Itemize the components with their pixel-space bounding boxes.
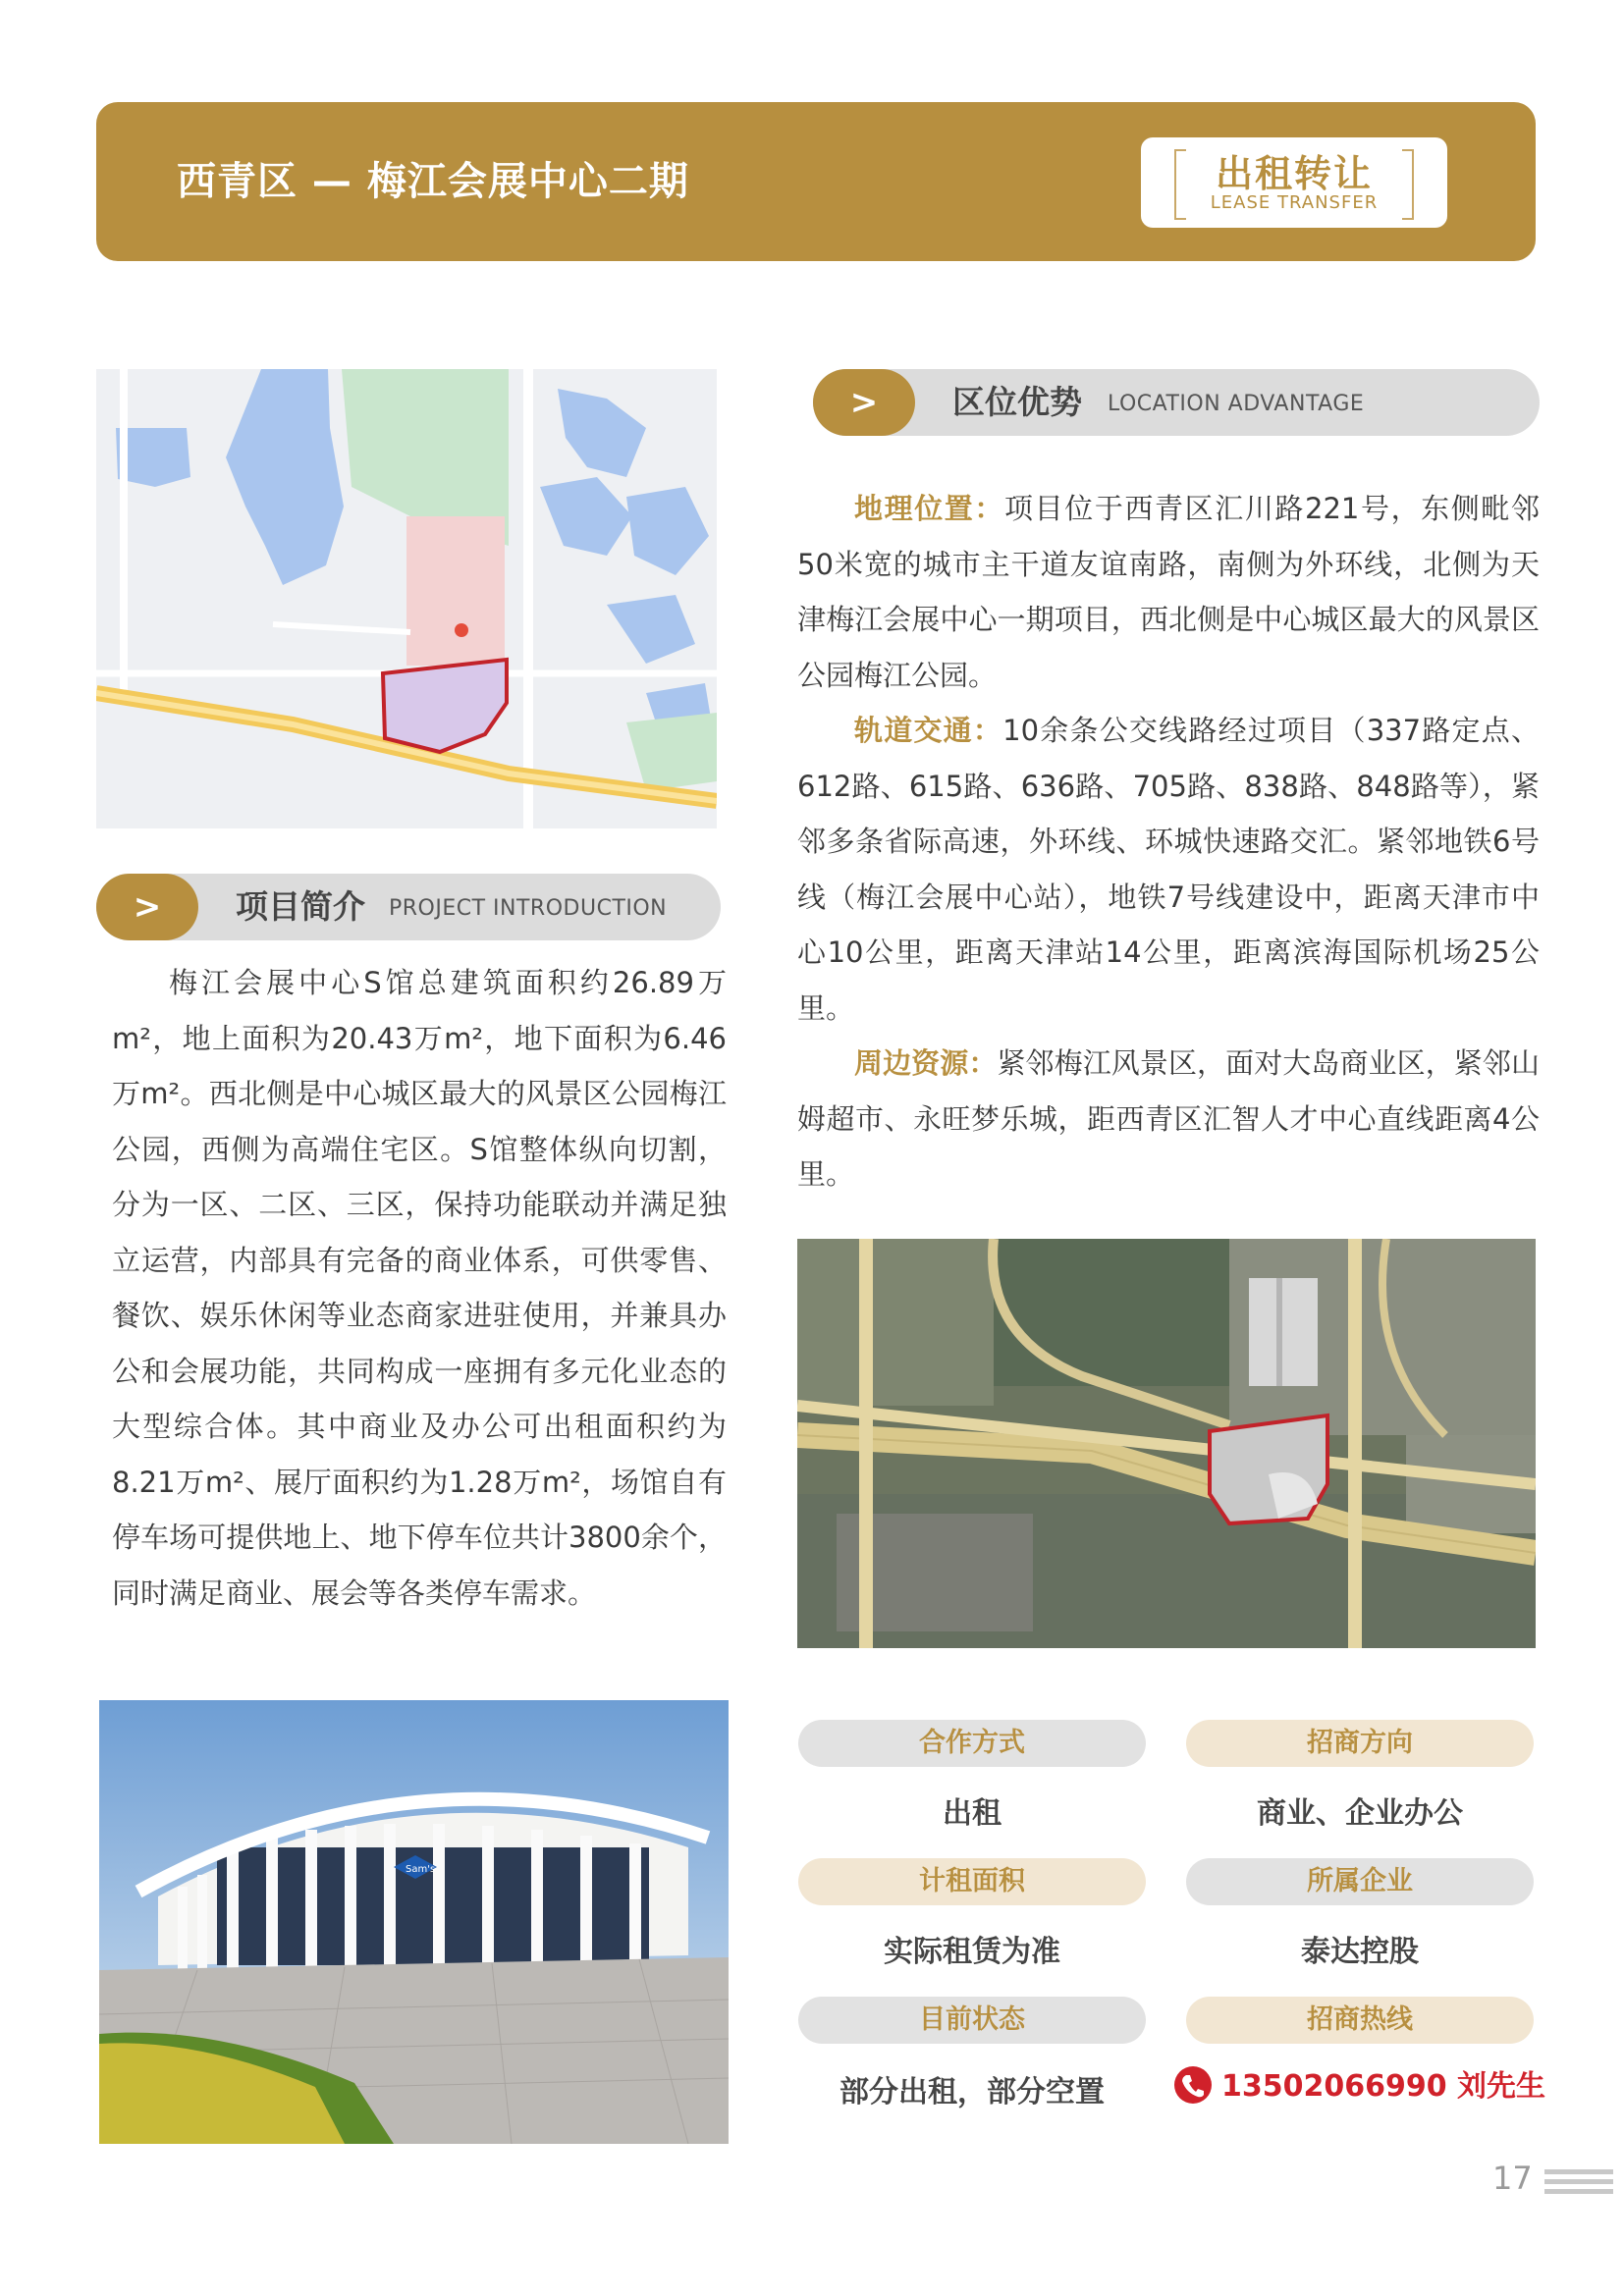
page-title: 西青区 — 梅江会展中心二期 [177,159,689,204]
rail-label: 轨道交通： [854,714,1003,747]
intro-subtitle: PROJECT INTRODUCTION [389,896,668,921]
geo-label: 地理位置： [854,492,1005,525]
hotline-value[interactable]: 13502066990 刘先生 [1220,2069,1546,2104]
location-title: 区位优势 [952,383,1082,421]
sams-sign: Sam's [406,1864,436,1875]
status-label: 目前状态 [798,1997,1146,2044]
page-number-bars [1544,2169,1613,2199]
intro-section-header [96,874,721,940]
street-map [96,369,717,828]
location-subtitle: LOCATION ADVANTAGE [1108,392,1365,416]
rail-text: 10余条公交线路经过项目（337路定点、612路、615路、636路、705路、838路、848路等），紧邻多条省际高速，外环线、环城快速路交汇。紧邻地铁6号线（梅江会展中心站），地铁7号线建设中，距离天津市中心10公里，距离天津站14公里，距离滨海国际机场25公里。 [797,714,1540,1025]
coop-value: 出租 [943,1796,1001,1831]
hotline-label: 招商热线 [1186,1997,1534,2044]
location-section-header [813,369,1540,436]
hotline-value-wrap [1139,2061,1581,2107]
lease-badge [1141,137,1447,228]
intro-text-block [112,955,727,1621]
company-value: 泰达控股 [1301,1935,1419,1969]
chevron-right-icon: > [96,874,198,940]
intro-paragraph: 梅江会展中心S馆总建筑面积约26.89万m²，地上面积为20.43万m²，地下面积为6.46万m²。西北侧是中心城区最大的风景区公园梅江公园，西侧为高端住宅区。S馆整体纵向切割，分为一区、二区、三区，保持功能联动并满足独立运营，内部具有完备的商业体系，可供零售、餐饮、娱乐休闲等业态商家进驻使用，并兼具办公和会展功能，共同构成一座拥有多元化业态的大型综合体。其中商业及办公可出租面积约为8.21万m²、展厅面积约为1.28万m²，场馆自有停车场可提供地上、地下停车位共计3800余个，同时满足商业、展会等各类停车需求。 [112,966,727,1610]
around-paragraph [797,1036,1540,1202]
direction-value: 商业、企业办公 [1257,1796,1463,1831]
geo-text: 项目位于西青区汇川路221号，东侧毗邻50米宽的城市主干道友谊南路，南侧为外环线，北侧为天津梅江会展中心一期项目，西北侧是中心城区最大的风景区公园梅江公园。 [797,492,1540,692]
area-label: 计租面积 [798,1858,1146,1905]
area-value: 实际租赁为准 [884,1935,1060,1969]
location-text-block [797,481,1540,1202]
phone-icon [1174,2066,1212,2104]
building-photo [99,1700,729,2144]
around-label: 周边资源： [854,1046,998,1080]
header-banner [96,102,1536,261]
badge-sub-text: LEASE TRANSFER [1210,192,1379,213]
badge-main-text: 出租转让 [1215,152,1373,195]
direction-label: 招商方向 [1186,1720,1534,1767]
chevron-right-icon: > [813,369,915,436]
rail-paragraph [797,703,1540,1036]
status-value: 部分出租，部分空置 [839,2075,1105,2109]
aerial-map [797,1239,1536,1648]
page-number: 17 [1492,2160,1533,2197]
company-label: 所属企业 [1186,1858,1534,1905]
intro-title: 项目简介 [236,887,365,926]
geo-paragraph [797,481,1540,703]
around-text: 紧邻梅江风景区，面对大岛商业区，紧邻山姆超市、永旺梦乐城，距西青区汇智人才中心直线距离4公里。 [797,1046,1540,1191]
coop-label: 合作方式 [798,1720,1146,1767]
